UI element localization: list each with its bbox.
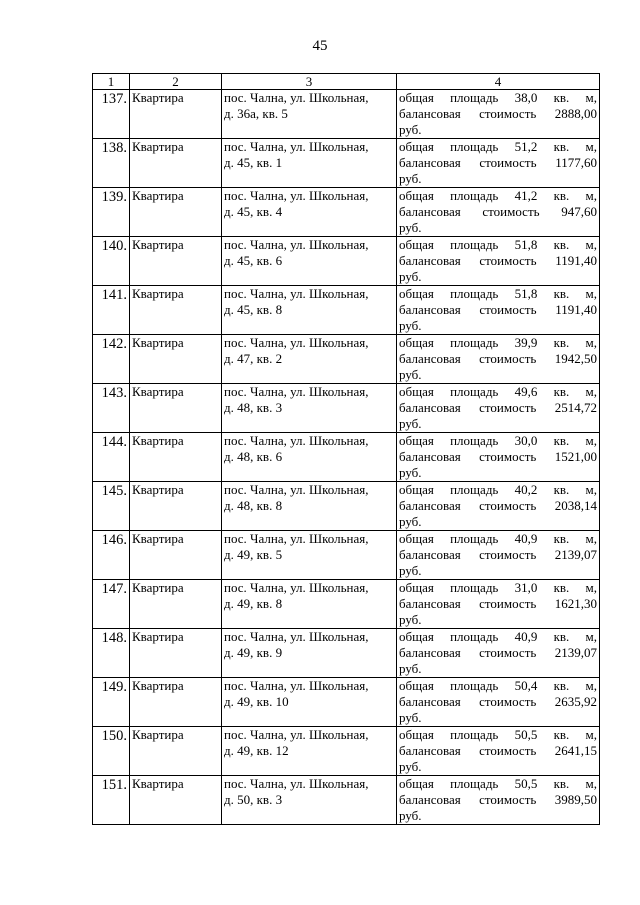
table-row [93, 678, 600, 727]
cost-value: 3989,50 [554, 792, 597, 807]
cost-line: балансовая стоимость 2888,00 [399, 106, 597, 121]
page-number: 45 [312, 38, 328, 54]
table-row [93, 384, 600, 433]
object-description [397, 776, 600, 825]
row-number: 141. [93, 286, 130, 335]
area-line: общая площадь 39,9 кв. м, [399, 335, 597, 350]
currency-line: руб. [399, 465, 422, 480]
currency-line: руб. [399, 563, 422, 578]
object-description [397, 678, 600, 727]
object-description [397, 727, 600, 776]
address-line-1: пос. Чална, ул. Школьная, [224, 237, 369, 252]
table-header-row [93, 74, 600, 90]
address-line-2: д. 45, кв. 1 [224, 155, 283, 170]
cost-line: балансовая стоимость 1521,00 [399, 449, 597, 464]
object-name: Квартира [130, 384, 222, 433]
address-line-2: д. 47, кв. 2 [224, 351, 283, 366]
cost-value: 1621,30 [554, 596, 597, 611]
object-name: Квартира [130, 531, 222, 580]
table-row [93, 531, 600, 580]
row-number: 148. [93, 629, 130, 678]
table-row [93, 776, 600, 825]
table-row [93, 90, 600, 139]
cost-line: балансовая стоимость 1942,50 [399, 351, 597, 366]
cost-line: балансовая стоимость 2038,14 [399, 498, 597, 513]
table-row [93, 237, 600, 286]
object-address [222, 90, 397, 139]
area-line: общая площадь 40,2 кв. м, [399, 482, 597, 497]
address-line-2: д. 49, кв. 12 [224, 743, 289, 758]
row-number: 147. [93, 580, 130, 629]
object-description [397, 580, 600, 629]
cost-value: 1942,50 [554, 351, 597, 366]
row-number: 143. [93, 384, 130, 433]
object-name: Квартира [130, 237, 222, 286]
area-line: общая площадь 50,5 кв. м, [399, 727, 597, 742]
header-col-4: 4 [397, 74, 600, 90]
currency-line: руб. [399, 220, 422, 235]
cost-value: 2514,72 [554, 400, 597, 415]
object-address [222, 139, 397, 188]
object-description [397, 482, 600, 531]
object-name: Квартира [130, 678, 222, 727]
object-name: Квартира [130, 629, 222, 678]
object-name: Квартира [130, 433, 222, 482]
object-description [397, 90, 600, 139]
object-address [222, 580, 397, 629]
row-number: 144. [93, 433, 130, 482]
address-line-1: пос. Чална, ул. Школьная, [224, 335, 369, 350]
area-value: 41,2 [514, 188, 538, 203]
area-value: 40,9 [514, 531, 538, 546]
object-name: Квартира [130, 482, 222, 531]
row-number: 139. [93, 188, 130, 237]
object-description [397, 384, 600, 433]
cost-line: балансовая стоимость 2641,15 [399, 743, 597, 758]
object-name: Квартира [130, 776, 222, 825]
object-address [222, 776, 397, 825]
area-line: общая площадь 51,8 кв. м, [399, 237, 597, 252]
cost-line: балансовая стоимость 1191,40 [399, 253, 597, 268]
currency-line: руб. [399, 171, 422, 186]
cost-line: балансовая стоимость 2139,07 [399, 645, 597, 660]
currency-line: руб. [399, 367, 422, 382]
area-line: общая площадь 51,8 кв. м, [399, 286, 597, 301]
address-line-1: пос. Чална, ул. Школьная, [224, 531, 369, 546]
object-name: Квартира [130, 286, 222, 335]
area-line: общая площадь 41,2 кв. м, [399, 188, 597, 203]
currency-line: руб. [399, 759, 422, 774]
currency-line: руб. [399, 710, 422, 725]
address-line-1: пос. Чална, ул. Школьная, [224, 188, 369, 203]
table-row [93, 188, 600, 237]
cost-value: 2635,92 [554, 694, 597, 709]
table-row [93, 482, 600, 531]
table-row [93, 629, 600, 678]
currency-line: руб. [399, 416, 422, 431]
area-line: общая площадь 40,9 кв. м, [399, 531, 597, 546]
row-number: 137. [93, 90, 130, 139]
address-line-1: пос. Чална, ул. Школьная, [224, 678, 369, 693]
object-description [397, 237, 600, 286]
cost-line: балансовая стоимость 1621,30 [399, 596, 597, 611]
cost-value: 2641,15 [554, 743, 597, 758]
address-line-2: д. 45, кв. 4 [224, 204, 283, 219]
currency-line: руб. [399, 661, 422, 676]
row-number: 150. [93, 727, 130, 776]
address-line-1: пос. Чална, ул. Школьная, [224, 90, 369, 105]
object-name: Квартира [130, 335, 222, 384]
object-address [222, 384, 397, 433]
address-line-2: д. 49, кв. 9 [224, 645, 283, 660]
object-name: Квартира [130, 90, 222, 139]
cost-line: балансовая стоимость 2635,92 [399, 694, 597, 709]
cost-value: 947,60 [561, 204, 597, 219]
address-line-2: д. 49, кв. 8 [224, 596, 283, 611]
area-line: общая площадь 49,6 кв. м, [399, 384, 597, 399]
address-line-2: д. 48, кв. 8 [224, 498, 283, 513]
address-line-1: пос. Чална, ул. Школьная, [224, 776, 369, 791]
row-number: 146. [93, 531, 130, 580]
address-line-1: пос. Чална, ул. Школьная, [224, 727, 369, 742]
area-value: 50,4 [514, 678, 538, 693]
address-line-2: д. 45, кв. 8 [224, 302, 283, 317]
object-name: Квартира [130, 188, 222, 237]
row-number: 145. [93, 482, 130, 531]
object-name: Квартира [130, 727, 222, 776]
cost-value: 2139,07 [554, 645, 597, 660]
currency-line: руб. [399, 318, 422, 333]
area-line: общая площадь 51,2 кв. м, [399, 139, 597, 154]
object-address [222, 237, 397, 286]
address-line-2: д. 48, кв. 6 [224, 449, 283, 464]
area-value: 31,0 [514, 580, 538, 595]
object-address [222, 482, 397, 531]
cost-line: балансовая стоимость 1177,60 [399, 155, 597, 170]
area-line: общая площадь 38,0 кв. м, [399, 90, 597, 105]
cost-line: балансовая стоимость 1191,40 [399, 302, 597, 317]
cost-value: 1191,40 [555, 302, 597, 317]
area-line: общая площадь 50,5 кв. м, [399, 776, 597, 791]
area-value: 38,0 [514, 90, 538, 105]
object-description [397, 433, 600, 482]
table-row [93, 580, 600, 629]
header-col-3: 3 [222, 74, 397, 90]
object-address [222, 531, 397, 580]
area-line: общая площадь 50,4 кв. м, [399, 678, 597, 693]
area-value: 51,2 [514, 139, 538, 154]
table-body [93, 90, 600, 825]
cost-line: балансовая стоимость 947,60 [399, 204, 597, 219]
address-line-1: пос. Чална, ул. Школьная, [224, 433, 369, 448]
cost-line: балансовая стоимость 2514,72 [399, 400, 597, 415]
table-row [93, 139, 600, 188]
row-number: 142. [93, 335, 130, 384]
row-number: 149. [93, 678, 130, 727]
table-row [93, 727, 600, 776]
address-line-2: д. 49, кв. 10 [224, 694, 289, 709]
currency-line: руб. [399, 514, 422, 529]
area-value: 30,0 [514, 433, 538, 448]
address-line-1: пос. Чална, ул. Школьная, [224, 629, 369, 644]
object-address [222, 678, 397, 727]
object-address [222, 433, 397, 482]
area-line: общая площадь 30,0 кв. м, [399, 433, 597, 448]
area-line: общая площадь 31,0 кв. м, [399, 580, 597, 595]
cost-value: 2139,07 [554, 547, 597, 562]
object-description [397, 335, 600, 384]
currency-line: руб. [399, 808, 422, 823]
row-number: 151. [93, 776, 130, 825]
object-name: Квартира [130, 139, 222, 188]
header-col-2: 2 [130, 74, 222, 90]
currency-line: руб. [399, 122, 422, 137]
area-value: 51,8 [514, 286, 538, 301]
table-row [93, 433, 600, 482]
address-line-2: д. 49, кв. 5 [224, 547, 283, 562]
object-description [397, 286, 600, 335]
area-value: 51,8 [514, 237, 538, 252]
address-line-1: пос. Чална, ул. Школьная, [224, 286, 369, 301]
property-table [92, 73, 600, 825]
address-line-2: д. 45, кв. 6 [224, 253, 283, 268]
area-value: 50,5 [514, 776, 538, 791]
address-line-2: д. 50, кв. 3 [224, 792, 283, 807]
address-line-2: д. 36а, кв. 5 [224, 106, 288, 121]
area-value: 49,6 [514, 384, 538, 399]
object-address [222, 629, 397, 678]
row-number: 138. [93, 139, 130, 188]
object-address [222, 335, 397, 384]
area-line: общая площадь 40,9 кв. м, [399, 629, 597, 644]
object-name: Квартира [130, 580, 222, 629]
object-address [222, 188, 397, 237]
address-line-1: пос. Чална, ул. Школьная, [224, 139, 369, 154]
object-description [397, 531, 600, 580]
object-address [222, 286, 397, 335]
currency-line: руб. [399, 269, 422, 284]
object-description [397, 188, 600, 237]
area-value: 50,5 [514, 727, 538, 742]
cost-value: 2038,14 [554, 498, 597, 513]
table-row [93, 335, 600, 384]
address-line-1: пос. Чална, ул. Школьная, [224, 384, 369, 399]
currency-line: руб. [399, 612, 422, 627]
object-address [222, 727, 397, 776]
cost-value: 1177,60 [555, 155, 597, 170]
cost-value: 2888,00 [554, 106, 597, 121]
cost-line: балансовая стоимость 2139,07 [399, 547, 597, 562]
cost-value: 1191,40 [555, 253, 597, 268]
address-line-1: пос. Чална, ул. Школьная, [224, 482, 369, 497]
area-value: 40,2 [514, 482, 538, 497]
address-line-1: пос. Чална, ул. Школьная, [224, 580, 369, 595]
row-number: 140. [93, 237, 130, 286]
cost-value: 1521,00 [554, 449, 597, 464]
cost-line: балансовая стоимость 3989,50 [399, 792, 597, 807]
object-description [397, 629, 600, 678]
area-value: 40,9 [514, 629, 538, 644]
area-value: 39,9 [514, 335, 538, 350]
table-row [93, 286, 600, 335]
header-col-1: 1 [93, 74, 130, 90]
object-description [397, 139, 600, 188]
address-line-2: д. 48, кв. 3 [224, 400, 283, 415]
